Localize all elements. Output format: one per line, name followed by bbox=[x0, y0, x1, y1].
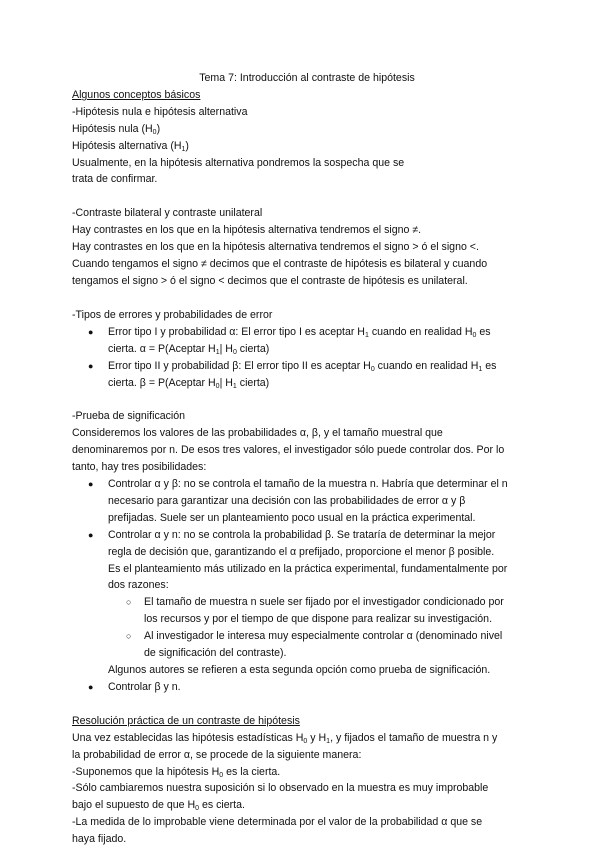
paragraph-line: Hay contrastes en los que en la hipótesis alternativa tendremos el signo > ó el signo <. bbox=[72, 241, 479, 254]
bullet-icon: ● bbox=[88, 529, 94, 540]
section-significance-test bbox=[72, 408, 532, 695]
hollow-bullet-icon: ○ bbox=[126, 597, 132, 608]
paragraph-line: Hipótesis nula $(H_0)$ bbox=[72, 122, 161, 136]
paragraph-line: bajo el supuesto de que $H_0$ es cierta. bbox=[72, 799, 245, 813]
section-heading: Resolución práctica de un contraste de hipótesis bbox=[72, 714, 300, 727]
paragraph-line: Cuando tengamos el signo ≠ decimos que el contraste de hipótesis es bilateral y cuando bbox=[72, 258, 488, 271]
paragraph-line: -La medida de lo improbable viene determinada por el valor de la probabilidad α que se bbox=[72, 816, 483, 829]
paragraph-line: haya fijado. bbox=[72, 833, 127, 846]
section-heading: Algunos conceptos básicos bbox=[72, 88, 201, 101]
reasons-sublist bbox=[72, 594, 532, 662]
section-basic-concepts bbox=[72, 87, 532, 188]
list-item: ● Controlar α y n: no se controla la probabilidad β. Se trataría de determinar la mejor regla de decisión que, garantizando el α prefijado, proporcione el menor β posible. Es el planteamiento más utilizado en la práctica experimental, fundamentalmente por dos razones: bbox=[88, 528, 508, 592]
bullet-icon: ● bbox=[88, 681, 94, 692]
list-item: ● Error tipo I y probabilidad α: El error tipo I es aceptar $H_1$ cuando en realidad $H_0$ es cierta. α = P(Aceptar $H_1|$ $H_0$ cierta) bbox=[88, 325, 491, 356]
paragraph-line: Hipótesis alternativa $(H_1)$ bbox=[72, 139, 189, 153]
list-item: ● Controlar α y β: no se controla el tamaño de la muestra n. Habría que determinar el n necesario para garantizar una decisión con las probabilidades de error α y β prefijadas. Suele ser un planteamiento poco usual en la práctica experimental. bbox=[88, 478, 508, 524]
section-error-types bbox=[72, 307, 532, 392]
paragraph-line: Hay contrastes en los que en la hipótesis alternativa tendremos el signo ≠. bbox=[72, 224, 422, 237]
paragraph-line: Consideremos los valores de las probabilidades α, β, y el tamaño muestral que bbox=[72, 427, 443, 440]
document-body bbox=[72, 70, 532, 848]
document-title: Tema 7: Introducción al contraste de hipótesis bbox=[199, 72, 415, 84]
paragraph-line: Usualmente, en la hipótesis alternativa pondremos la sospecha que se bbox=[72, 156, 405, 169]
paragraph-line: -Sólo cambiaremos nuestra suposición si lo observado en la muestra es muy improbable bbox=[72, 782, 489, 795]
section-heading: -Prueba de significación bbox=[72, 410, 186, 423]
paragraph-line: tengamos el signo > ó el signo < decimos que el contraste de hipótesis es unilateral. bbox=[72, 274, 468, 287]
list-item: ● Controlar β y n. bbox=[72, 679, 532, 696]
paragraph-line: la probabilidad de error α, se procede de la siguiente manera: bbox=[72, 748, 362, 761]
possibilities-list bbox=[72, 476, 532, 594]
paragraph-line: denominaremos por n. De esos tres valores, el investigador sólo puede controlar dos. Por lo bbox=[72, 444, 505, 457]
bullet-icon: ● bbox=[88, 326, 94, 337]
section-bilateral-unilateral bbox=[72, 205, 532, 290]
section-heading: -Contraste bilateral y contraste unilateral bbox=[72, 207, 263, 220]
paragraph-line: -Suponemos que la hipótesis $H_0$ es la cierta. bbox=[72, 765, 281, 779]
possibilities-list-cont bbox=[72, 679, 532, 696]
section-practical-resolution bbox=[72, 713, 532, 848]
list-item: ● Error tipo II y probabilidad β: El error tipo II es aceptar $H_0$ cuando en realidad $H_1$ es cierta. β = P(Aceptar $H_0|$ $H_1$ cierta) bbox=[88, 359, 497, 390]
hollow-bullet-icon: ○ bbox=[126, 631, 132, 642]
sub-list-item: ○ Al investigador le interesa muy especialmente controlar α (denominado nivel de significación del contraste). bbox=[126, 630, 503, 660]
paragraph-line: tanto, hay tres posibilidades: bbox=[72, 461, 207, 474]
paragraph-line: trata de confirmar. bbox=[72, 173, 158, 186]
bullet-icon: ● bbox=[88, 360, 94, 371]
bullet-icon: ● bbox=[88, 479, 94, 490]
sub-list-item: ○ El tamaño de muestra n suele ser fijado por el investigador condicionado por los recursos y por el tiempo de que dispone para realizar su investigación. bbox=[126, 596, 504, 626]
paragraph-line: -Hipótesis nula e hipótesis alternativa bbox=[72, 105, 248, 118]
error-list bbox=[72, 324, 532, 392]
paragraph-line: Una vez establecidas las hipótesis estadísticas $H_0$ y $H_1$, y fijados el tamaño de muestra n y bbox=[72, 731, 498, 745]
paragraph-line: Algunos autores se refieren a esta segunda opción como prueba de significación. bbox=[108, 664, 491, 676]
section-heading: -Tipos de errores y probabilidades de error bbox=[72, 308, 273, 321]
